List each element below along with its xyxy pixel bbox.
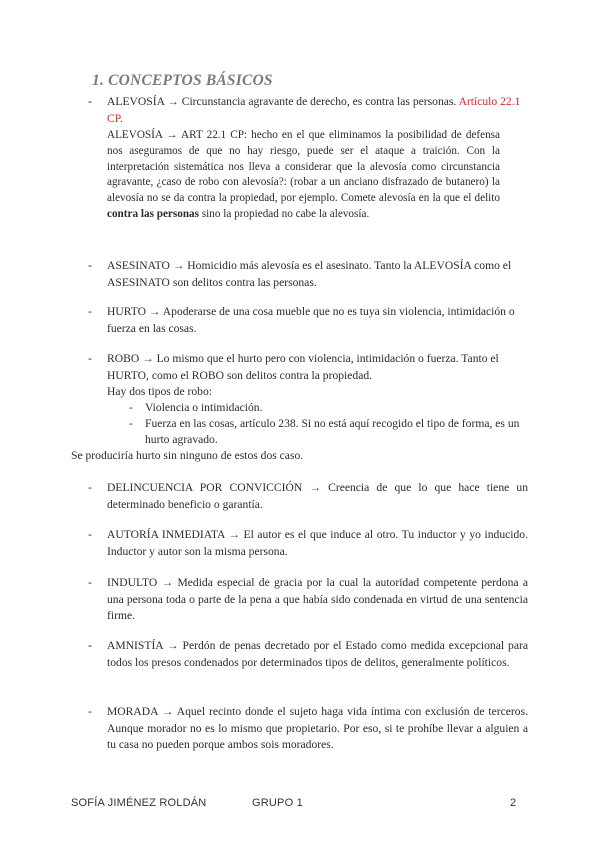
alevosia-text: ALEVOSÍA → Circunstancia agravante de derecho, es contra las personas. [107,95,459,108]
alevosia-note: ALEVOSÍA → ART 22.1 CP: hecho en el que eliminamos la posibilidad de defensa nos aseguramos de que no hay riesgo, puede ser el ataque a traición. Con la interpretación sistemática nos lleva a considerar que la alevosía como circunstancia agravante, ¿caso de robo con alevosía?: (robar a un anciano disfrazado de butanero) la alevosía no se da contra la propiedad, por ejemplo. Comete alevosía en la que el delito contra las personas sino la propiedad no cabe la alevosía. [107,129,500,220]
alevosia-note-bold: contra las personas [107,207,199,220]
asesinato-text: ASESINATO → Homicidio más alevosía es el asesinato. Tanto la ALEVOSÍA como el ASESINATO son delitos contra las personas. [107,259,512,289]
bullet-dash: - [129,401,133,414]
bullet-dash: - [129,417,133,430]
robo-text: ROBO → Lo mismo que el hurto pero con violencia, intimidación o fuerza. Tanto el HURTO, como el ROBO son delitos contra la propiedad. [107,352,499,382]
bullet-dash: - [88,639,92,652]
entry-alevosia [88,94,528,127]
footer-page-number: 2 [510,797,517,809]
bullet-dash: - [88,528,92,541]
bullet-dash: - [88,305,92,318]
bullet-dash: - [88,481,92,494]
bullet-dash: - [88,352,92,365]
entry-asesinato [88,258,528,291]
hurto-note: Se produciría hurto sin ninguno de estos dos caso. [71,449,304,462]
delincuencia-text: DELINCUENCIA POR CONVICCIÓN → Creencia de que lo que hace tiene un determinado beneficio o garantía. [107,481,528,511]
entry-robo [88,351,528,401]
entry-morada [88,704,528,754]
indulto-text: INDULTO → Medida especial de gracia por la cual la autoridad competente perdona a una persona toda o parte de la pena a que había sido condenada en virtud de una sentencia firme. [107,576,528,622]
alevosia-reference: Artículo 22.1 CP. [107,95,521,125]
footer-group: GRUPO 1 [252,797,303,809]
entry-autoria [88,527,528,560]
autoria-text: AUTORÍA INMEDIATA → El autor es el que induce al otro. Tu inductor y yo inducido. Inductor y autor son la misma persona. [107,528,528,558]
bullet-dash: - [88,259,92,272]
robo-type-2: - Fuerza en las cosas, artículo 238. Si no está aquí recogido el tipo de forma, es un hurto agravado. [129,417,520,446]
section-heading: 1. CONCEPTOS BÁSICOS [92,72,273,89]
bullet-dash: - [88,576,92,589]
bullet-dash: - [88,95,92,108]
entry-amnistia [88,638,528,671]
entry-hurto [88,304,528,337]
hurto-text: HURTO → Apoderarse de una cosa mueble que no es tuya sin violencia, intimidación o fuerza en las cosas. [107,305,515,335]
robo-types-intro: Hay dos tipos de robo: [107,385,212,398]
morada-text: MORADA → Aquel recinto donde el sujeto haga vida íntima con exclusión de terceros. Aunque morador no es lo mismo que propietario. Por eso, si te prohíbe llevar a alguien a tu casa no pueden porque ambos sois moradores. [107,705,528,751]
amnistia-text: AMNISTÍA → Perdón de penas decretado por el Estado como medida excepcional para todos los presos condenados por determinados tipos de delitos, generalmente políticos. [107,639,528,669]
bullet-dash: - [88,705,92,718]
entry-delincuencia [88,480,528,513]
robo-type-1: - Violencia o intimidación. [129,401,263,414]
footer-author: SOFÍA JIMÉNEZ ROLDÁN [71,797,207,809]
entry-indulto [88,575,528,625]
